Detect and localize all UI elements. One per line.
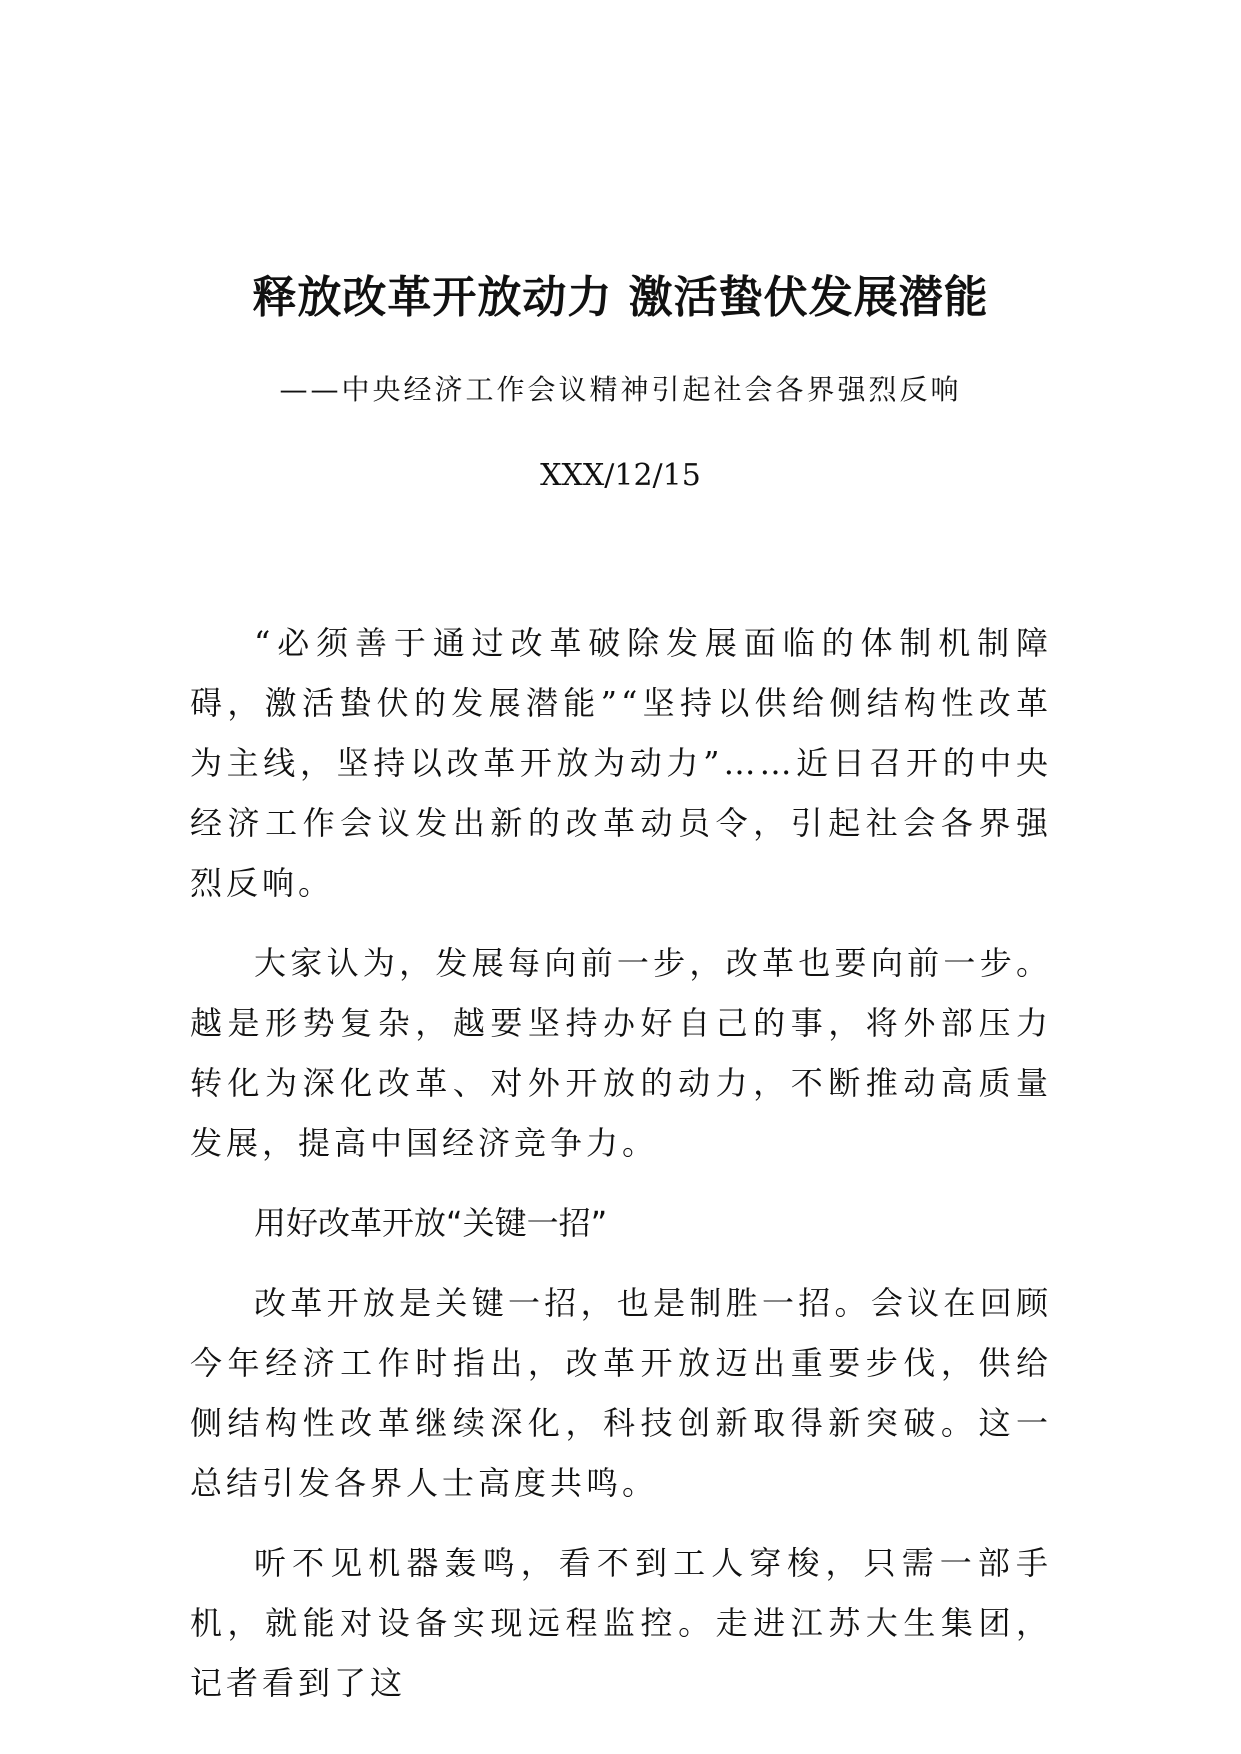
document-title: 释放改革开放动力 激活蛰伏发展潜能 (252, 272, 989, 323)
document-subtitle: ——中央经济工作会议精神引起社会各界强烈反响 (279, 373, 962, 406)
document-body (190, 613, 1052, 1733)
document-date: XXX/12/15 (540, 458, 701, 493)
body-paragraph: “必须善于通过改革破除发展面临的体制机制障碍，激活蛰伏的发展潜能”“坚持以供给侧结构性改革为主线，坚持以改革开放为动力”……近日召开的中央经济工作会议发出新的改革动员令，引起社会各界强烈反响。 (190, 624, 1052, 902)
body-paragraph: 改革开放是关键一招，也是制胜一招。会议在回顾今年经济工作时指出，改革开放迈出重要步伐，供给侧结构性改革继续深化，科技创新取得新突破。这一总结引发各界人士高度共鸣。 (190, 1284, 1052, 1502)
body-paragraph: 大家认为，发展每向前一步，改革也要向前一步。越是形势复杂，越要坚持办好自己的事，将外部压力转化为深化改革、对外开放的动力，不断推动高质量发展，提高中国经济竞争力。 (190, 944, 1052, 1162)
section-heading: 用好改革开放“关键一招” (254, 1204, 608, 1242)
body-paragraph: 听不见机器轰鸣，看不到工人穿梭，只需一部手机，就能对设备实现远程监控。走进江苏大生集团，记者看到了这 (190, 1544, 1052, 1702)
